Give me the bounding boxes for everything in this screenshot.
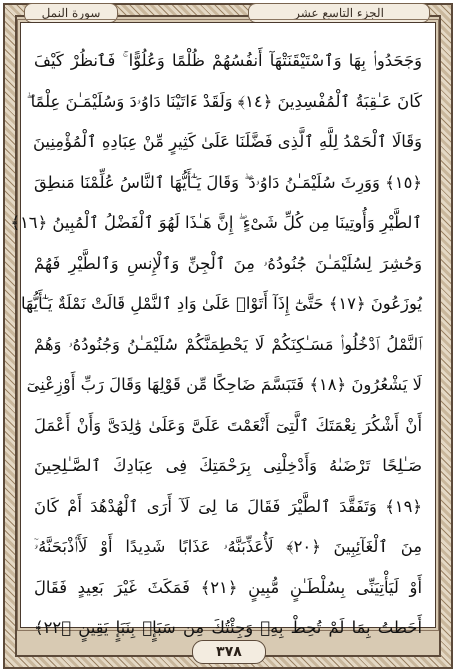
text-line: ﴿١٥﴾ وَوَرِثَ سُلَيْمَـٰنُ دَاوُۥدَ ۖ وَقَالَ يَـٰٓأَيُّهَا ٱلنَّاسُ عُلِّمْنَا مَنطِقَ <box>34 172 422 192</box>
page-number: ٣٧٨ <box>192 640 266 664</box>
text-line: أَنْ أَشْكُرَ نِعْمَتَكَ ٱلَّتِىٓ أَنْعَمْتَ عَلَىَّ وَعَلَىٰ وَٰلِدَىَّ وَأَنْ أَعْمَلَ <box>34 415 422 435</box>
text-line: ﴿١٩﴾ وَتَفَقَّدَ ٱلطَّيْرَ فَقَالَ مَا لِىَ لَآ أَرَى ٱلْهُدْهُدَ أَمْ كَانَ <box>34 496 422 516</box>
text-line: يُوزَعُونَ ﴿١٧﴾ حَتَّىٰٓ إِذَآ أَتَوْا۟ عَلَىٰ وَادِ ٱلنَّمْلِ قَالَتْ نَمْلَةٌ يَـٰٓأَيُّهَا <box>21 294 422 313</box>
verse-lines <box>10 44 423 652</box>
juz-label: الجزء التاسع عشر <box>248 3 430 23</box>
surah-label: سورة النمل <box>24 3 118 23</box>
text-line: ٱلنَّمْلُ ٱدْخُلُوا۟ مَسَـٰكِنَكُمْ لَا يَحْطِمَنَّكُمْ سُلَيْمَـٰنُ وَجُنُودُهُۥ وَهُمْ <box>34 334 422 354</box>
text-line: صَـٰلِحًا تَرْضَىٰهُ وَأَدْخِلْنِى بِرَحْمَتِكَ فِى عِبَادِكَ ٱلصَّـٰلِحِينَ <box>34 456 422 475</box>
text-line: كَانَ عَـٰقِبَةُ ٱلْمُفْسِدِينَ ﴿١٤﴾ وَلَقَدْ ءَاتَيْنَا دَاوُۥدَ وَسُلَيْمَـٰنَ عِلْمًا ۖ <box>26 91 422 111</box>
text-line: أَوْ لَيَأْتِيَنِّى بِسُلْطَـٰنٍ مُّبِينٍ ﴿٢١﴾ فَمَكَثَ غَيْرَ بَعِيدٍ فَقَالَ <box>34 577 423 597</box>
text-line: وَقَالَا ٱلْحَمْدُ لِلَّهِ ٱلَّذِى فَضَّلَنَا عَلَىٰ كَثِيرٍ مِّنْ عِبَادِهِ ٱلْمُؤْمِنِينَ <box>32 132 422 151</box>
text-line: أَحَطتُ بِمَا لَمْ تُحِطْ بِهِۦ وَجِئْتُكَ مِن سَبَإٍۭ بِنَبَإٍ يَقِينٍ ﴿٢٢﴾ <box>34 618 422 637</box>
text-line: مِنَ ٱلْغَآئِبِينَ ﴿٢٠﴾ لَأُعَذِّبَنَّهُۥ عَذَابًا شَدِيدًا أَوْ لَأَا۟ذْبَحَنَّهُۥٓ <box>34 537 422 556</box>
text-line: لَا يَشْعُرُونَ ﴿١٨﴾ فَتَبَسَّمَ ضَاحِكًا مِّن قَوْلِهَا وَقَالَ رَبِّ أَوْزِعْنِىٓ <box>26 375 422 394</box>
text-line: وَحُشِرَ لِسُلَيْمَـٰنَ جُنُودُهُۥ مِنَ ٱلْجِنِّ وَٱلْإِنسِ وَٱلطَّيْرِ فَهُمْ <box>34 253 422 273</box>
text-line: ٱلطَّيْرِ وَأُوتِينَا مِن كُلِّ شَىْءٍ ۖ إِنَّ هَـٰذَا لَهُوَ ٱلْفَضْلُ ٱلْمُبِينُ ﴿١٦﴾ <box>10 213 422 232</box>
text-line: وَجَحَدُوا۟ بِهَا وَٱسْتَيْقَنَتْهَآ أَنفُسُهُمْ ظُلْمًا وَعُلُوًّا ۚ فَٱنظُرْ كَيْفَ <box>34 51 422 70</box>
